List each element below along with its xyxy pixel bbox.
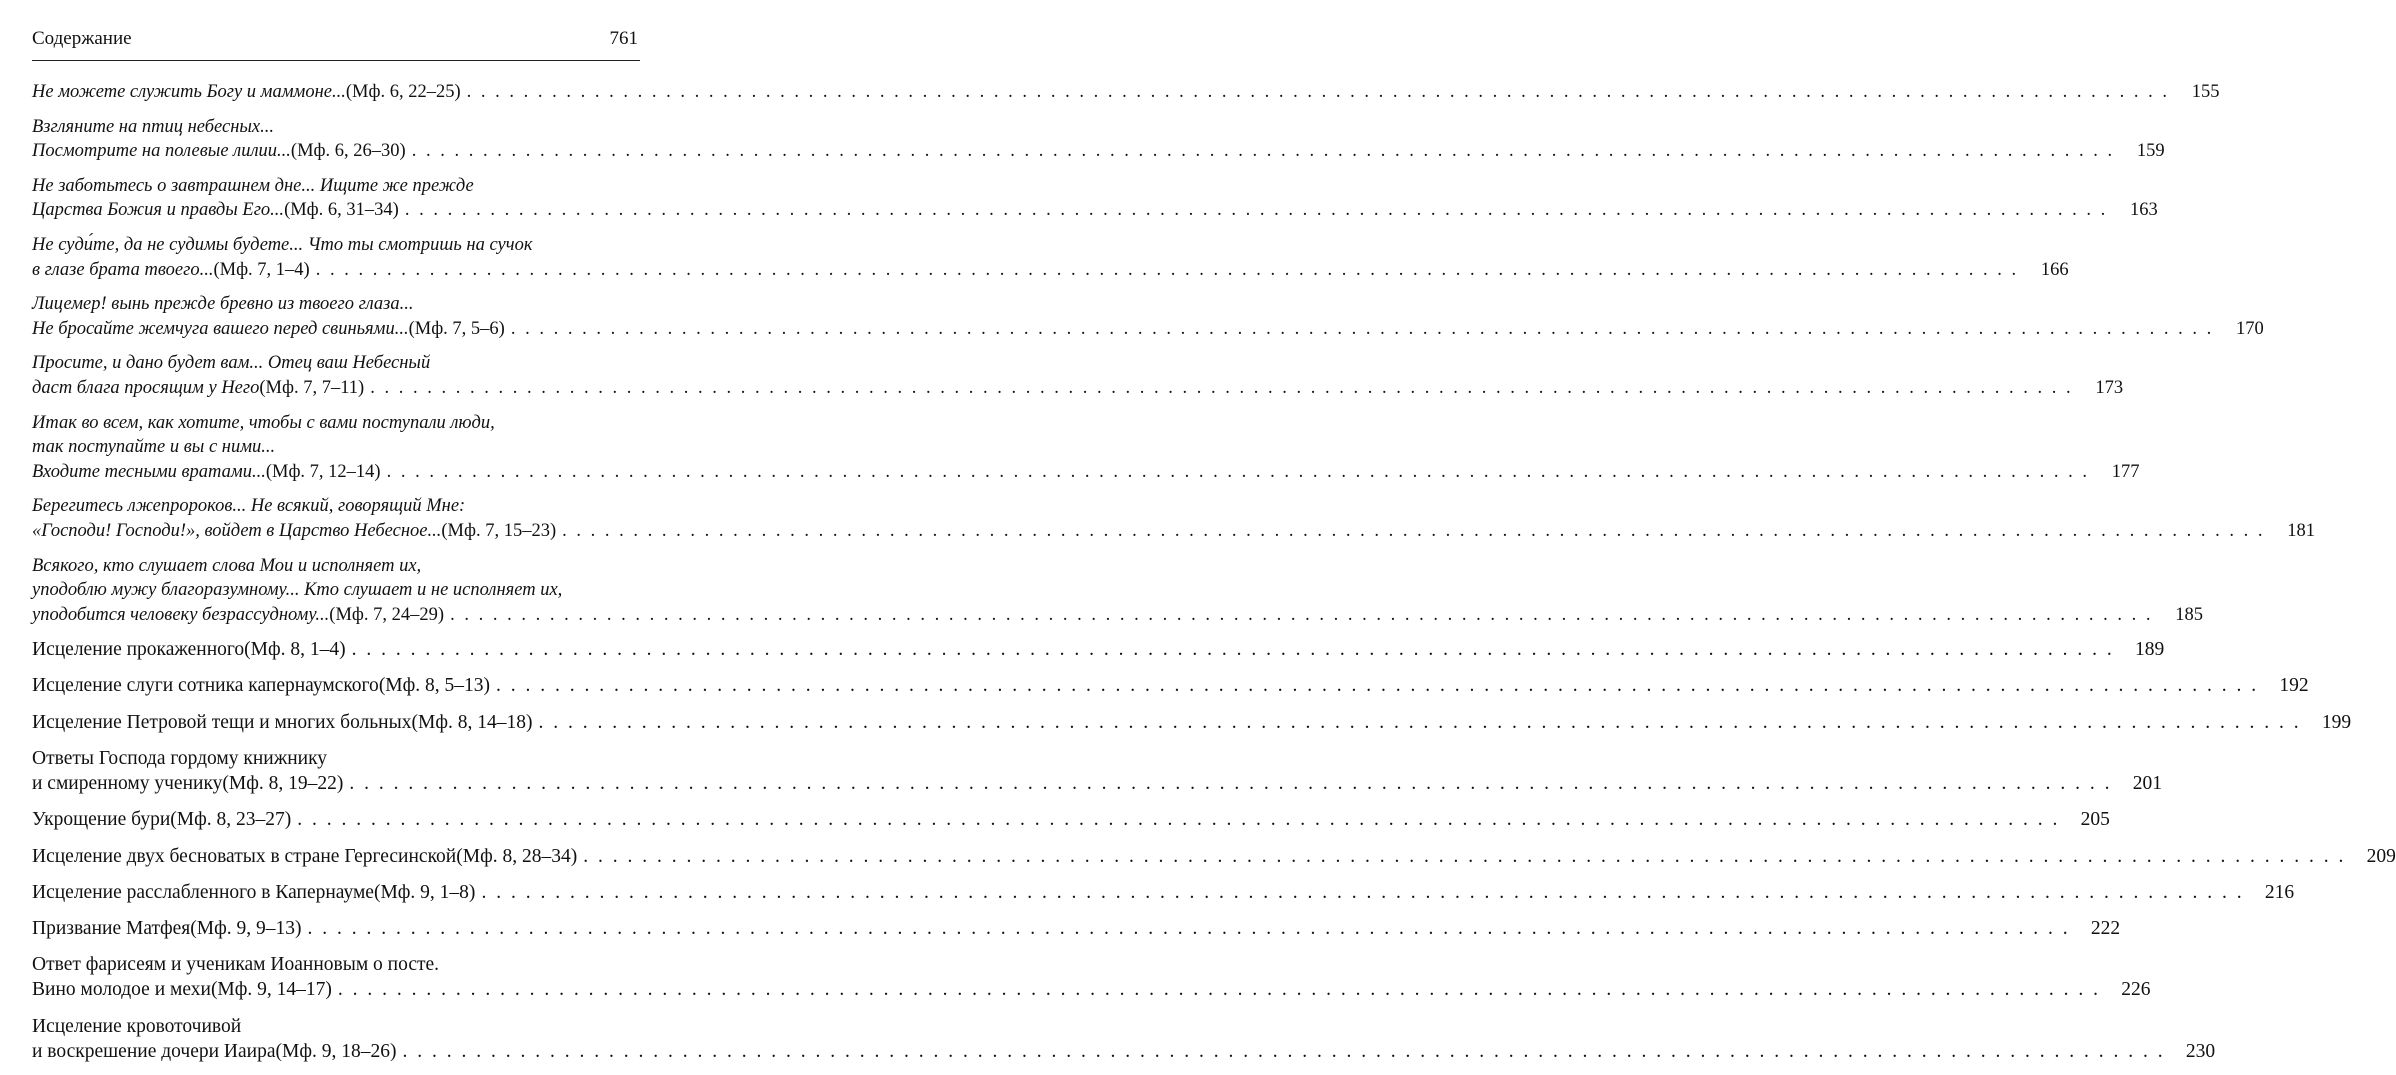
toc-entry[interactable] [32, 880, 2295, 905]
toc-entry-reference: (Мф. 7, 7–11) [259, 377, 365, 398]
toc-entry-line [32, 80, 2220, 105]
dot-leader: . . . . . . . . . . . . . . . . . . . . . . . . . . . . . . . . . . . . . . . . . . . . . . . . . . . . . . . . . . . . . . . . . . . . . . . . . . . . . . . . . . . . . . . . . . . . . . . . . . . . . . . . . . . . . . . . . . . . . . . . [386, 461, 2090, 482]
toc-entry-reference: (Мф. 6, 31–34) [284, 200, 399, 221]
dot-leader: . . . . . . . . . . . . . . . . . . . . . . . . . . . . . . . . . . . . . . . . . . . . . . . . . . . . . . . . . . . . . . . . . . . . . . . . . . . . . . . . . . . . . . . . . . . . . . . . . . . . . . . . . . . . . . . . . . . . . . . . [297, 809, 2060, 831]
dot-leader: . . . . . . . . . . . . . . . . . . . . . . . . . . . . . . . . . . . . . . . . . . . . . . . . . . . . . . . . . . . . . . . . . . . . . . . . . . . . . . . . . . . . . . . . . . . . . . . . . . . . . . . . . . . . . . . . . . . . . . . . [349, 773, 2112, 795]
toc-entry-title: Всякого, кто слушает слова Мои и исполняет их, [32, 555, 422, 576]
dot-leader: . . . . . . . . . . . . . . . . . . . . . . . . . . . . . . . . . . . . . . . . . . . . . . . . . . . . . . . . . . . . . . . . . . . . . . . . . . . . . . . . . . . . . . . . . . . . . . . . . . . . . . . . . . . . . . . . . . . . . . . . [404, 200, 2108, 221]
toc-entry[interactable] [32, 673, 2309, 698]
toc-entry[interactable] [32, 233, 2069, 282]
toc-entry-title: Входите тесными вратами... [32, 461, 266, 482]
toc-entry-reference: (Мф. 9, 1–8) [373, 881, 476, 903]
toc-entry-reference: (Мф. 6, 22–25) [345, 82, 461, 102]
toc-entry-reference: (Мф. 8, 1–4) [244, 639, 346, 661]
dot-leader: . . . . . . . . . . . . . . . . . . . . . . . . . . . . . . . . . . . . . . . . . . . . . . . . . . . . . . . . . . . . . . . . . . . . . . . . . . . . . . . . . . . . . . . . . . . . . . . . . . . . . . . . . . . . . . . . . . . . . . . . [496, 675, 2259, 697]
toc-entry-reference: (Мф. 8, 5–13) [378, 675, 491, 697]
dot-leader: . . . . . . . . . . . . . . . . . . . . . . . . . . . . . . . . . . . . . . . . . . . . . . . . . . . . . . . . . . . . . . . . . . . . . . . . . . . . . . . . . . . . . . . . . . . . . . . . . . . . . . . . . . . . . . . . . . . . . . . . [450, 604, 2153, 625]
toc-entry[interactable] [32, 1014, 2216, 1064]
toc-entry-title: Исцеление прокаженного [32, 639, 245, 661]
toc-entry-title: Исцеление кровоточивой [32, 1015, 242, 1037]
toc-entry-title: и смиренному ученику [32, 773, 223, 795]
toc-entry[interactable] [32, 115, 2165, 164]
toc-entry[interactable] [32, 952, 2151, 1002]
dot-leader: . . . . . . . . . . . . . . . . . . . . . . . . . . . . . . . . . . . . . . . . . . . . . . . . . . . . . . . . . . . . . . . . . . . . . . . . . . . . . . . . . . . . . . . . . . . . . . . . . . . . . . . . . . . . . . . . . . . . . . . . [351, 639, 2115, 661]
toc-entry-reference: (Мф. 8, 28–34) [456, 845, 578, 867]
toc-entry-title: Исцеление Петровой тещи и многих больных [32, 711, 412, 733]
toc-entry-reference: (Мф. 8, 23–27) [170, 809, 292, 831]
toc-entry-line [32, 411, 640, 436]
toc-entry-title: Не суди́те, да не судимы будете... Что ты смотришь на сучок [32, 234, 533, 255]
dot-leader: . . . . . . . . . . . . . . . . . . . . . . . . . . . . . . . . . . . . . . . . . . . . . . . . . . . . . . . . . . . . . . . . . . . . . . . . . . . . . . . . . . . . . . . . . . . . . . . . . . . . . . . . . . . . . . . . . . . . . . . . [307, 917, 2071, 939]
toc-entry[interactable] [32, 174, 2158, 223]
toc-entry-page-number: 159 [2136, 141, 2165, 162]
toc-entry-line [32, 376, 2124, 401]
toc-entry-title: Не заботьтесь о завтрашнем дне... Ищите же прежде [32, 175, 474, 196]
toc-entry-line [32, 554, 640, 579]
toc-entry-title: даст блага просящим у Него [32, 377, 260, 398]
toc-entry-page-number: 222 [2090, 917, 2121, 939]
dot-leader: . . . . . . . . . . . . . . . . . . . . . . . . . . . . . . . . . . . . . . . . . . . . . . . . . . . . . . . . . . . . . . . . . . . . . . . . . . . . . . . . . . . . . . . . . . . . . . . . . . . . . . . . . . . . . . . . . . . . . . . . [402, 1040, 2166, 1062]
toc-entry-title: Ответ фарисеям и ученикам Иоанновым о посте. [32, 954, 440, 976]
toc-entry-line [32, 174, 640, 199]
toc-entry-page-number: 170 [2235, 318, 2264, 339]
toc-entry[interactable] [32, 494, 2316, 543]
toc-entry-page-number: 201 [2132, 773, 2162, 795]
toc-entry-line [32, 115, 640, 140]
toc-entry-title: Лицемер! вынь прежде бревно из твоего глаза... [32, 294, 414, 315]
toc-entry[interactable] [32, 351, 2124, 400]
toc-entry-title: в глазе брата твоего... [32, 259, 214, 280]
toc-entry-title: Укрощение бури [32, 809, 171, 831]
toc-entry[interactable] [32, 637, 2165, 662]
toc-entry[interactable] [32, 710, 2352, 735]
toc-entry-title: так поступайте и вы с ними... [32, 437, 276, 458]
toc-entry-line [32, 139, 2165, 164]
toc-entry-line [32, 673, 2309, 698]
toc-entry-title: Исцеление слуги сотника капернаумского [32, 675, 379, 697]
toc-entry-line [32, 844, 2396, 869]
dot-leader: . . . . . . . . . . . . . . . . . . . . . . . . . . . . . . . . . . . . . . . . . . . . . . . . . . . . . . . . . . . . . . . . . . . . . . . . . . . . . . . . . . . . . . . . . . . . . . . . . . . . . . . . . . . . . . . . . . . . . . . . [370, 377, 2074, 398]
toc-entry[interactable] [32, 844, 2396, 869]
toc-entry-reference: (Мф. 9, 9–13) [190, 917, 302, 939]
toc-entry-page-number: 155 [2191, 82, 2220, 102]
toc-entry-page-number: 192 [2279, 675, 2309, 697]
toc-entry-page-number: 181 [2287, 520, 2316, 541]
toc-entry-page-number: 189 [2134, 639, 2165, 661]
toc-entry-line [32, 578, 640, 603]
toc-entry-title: Взгляните на птиц небесных... [32, 116, 274, 137]
toc-entry-line [32, 746, 640, 771]
toc-entry[interactable] [32, 80, 2220, 105]
toc-entry-title: Исцеление расслабленного в Капернауме [32, 881, 374, 903]
running-header [32, 28, 640, 61]
toc-entry-line [32, 494, 640, 519]
toc-entry-line [32, 435, 640, 460]
dot-leader: . . . . . . . . . . . . . . . . . . . . . . . . . . . . . . . . . . . . . . . . . . . . . . . . . . . . . . . . . . . . . . . . . . . . . . . . . . . . . . . . . . . . . . . . . . . . . . . . . . . . . . . . . . . . . . . . . . . . . . . . [337, 979, 2101, 1001]
dot-leader: . . . . . . . . . . . . . . . . . . . . . . . . . . . . . . . . . . . . . . . . . . . . . . . . . . . . . . . . . . . . . . . . . . . . . . . . . . . . . . . . . . . . . . . . . . . . . . . . . . . . . . . . . . . . . . . . . . . . . . . . [562, 520, 2266, 541]
toc-entry-line [32, 603, 2203, 628]
toc-entry-title: Берегитесь лжепророков... Не всякий, говорящий Мне: [32, 496, 466, 517]
toc-entry-line [32, 637, 2165, 662]
toc-entry[interactable] [32, 411, 2140, 485]
toc-entry-line [32, 519, 2316, 544]
toc-entry-reference: (Мф. 7, 5–6) [408, 318, 505, 339]
toc-entry-page-number: 205 [2080, 809, 2110, 831]
dot-leader: . . . . . . . . . . . . . . . . . . . . . . . . . . . . . . . . . . . . . . . . . . . . . . . . . . . . . . . . . . . . . . . . . . . . . . . . . . . . . . . . . . . . . . . . . . . . . . . . . . . . . . . . . . . . . . . . . . . . . . . . [411, 141, 2115, 162]
table-of-contents [32, 80, 2396, 1075]
toc-entry-line [32, 977, 2151, 1002]
toc-entry-page-number: 185 [2175, 604, 2203, 625]
toc-entry[interactable] [32, 916, 2121, 941]
toc-entry-title: Не бросайте жемчуга вашего перед свиньями... [32, 318, 409, 339]
toc-entry-title: Итак во всем, как хотите, чтобы с вами поступали люди, [32, 412, 495, 433]
toc-entry-page-number: 166 [2040, 259, 2069, 280]
toc-entry-page-number: 226 [2121, 979, 2151, 1001]
toc-entry-reference: (Мф. 9, 14–17) [210, 979, 332, 1001]
toc-entry-page-number: 216 [2264, 881, 2295, 903]
toc-entry-reference: (Мф. 9, 18–26) [275, 1040, 397, 1062]
toc-entry-reference: (Мф. 8, 14–18) [411, 711, 533, 733]
toc-entry-reference: (Мф. 7, 12–14) [265, 461, 381, 482]
toc-entry-reference: (Мф. 7, 24–29) [329, 604, 445, 625]
toc-entry-title: Призвание Матфея [32, 917, 191, 939]
toc-entry-title: уподобится человеку безрассудному... [32, 604, 330, 625]
toc-entry-reference: (Мф. 6, 26–30) [290, 141, 406, 162]
dot-leader: . . . . . . . . . . . . . . . . . . . . . . . . . . . . . . . . . . . . . . . . . . . . . . . . . . . . . . . . . . . . . . . . . . . . . . . . . . . . . . . . . . . . . . . . . . . . . . . . . . . . . . . . . . . . . . . . . . . . . . . . [466, 82, 2170, 102]
toc-entry-title: Просите, и дано будет вам... Отец ваш Небесный [32, 353, 431, 374]
dot-leader: . . . . . . . . . . . . . . . . . . . . . . . . . . . . . . . . . . . . . . . . . . . . . . . . . . . . . . . . . . . . . . . . . . . . . . . . . . . . . . . . . . . . . . . . . . . . . . . . . . . . . . . . . . . . . . . . . . . . . . . . [510, 318, 2214, 339]
toc-entry[interactable] [32, 554, 2203, 628]
toc-entry-line [32, 952, 640, 977]
toc-entry-reference: (Мф. 8, 19–22) [222, 773, 344, 795]
toc-entry-line [32, 771, 2162, 796]
header-title: Содержание [32, 28, 132, 49]
toc-entry-line [32, 880, 2295, 905]
toc-entry-page-number: 177 [2111, 461, 2140, 482]
toc-entry-line [32, 460, 2140, 485]
toc-entry[interactable] [32, 807, 2110, 832]
toc-entry-page-number: 230 [2185, 1040, 2216, 1062]
toc-entry-line [32, 1039, 2216, 1064]
toc-entry-line [32, 710, 2352, 735]
dot-leader: . . . . . . . . . . . . . . . . . . . . . . . . . . . . . . . . . . . . . . . . . . . . . . . . . . . . . . . . . . . . . . . . . . . . . . . . . . . . . . . . . . . . . . . . . . . . . . . . . . . . . . . . . . . . . . . . . . . . . . . . [538, 711, 2302, 733]
toc-entry-title: Ответы Господа гордому книжнику [32, 747, 328, 769]
toc-entry-title: и воскрешение дочери Иаира [32, 1040, 276, 1062]
toc-entry-title: Исцеление двух бесноватых в стране Гергесинской [32, 845, 457, 867]
toc-entry-line [32, 258, 2069, 283]
dot-leader: . . . . . . . . . . . . . . . . . . . . . . . . . . . . . . . . . . . . . . . . . . . . . . . . . . . . . . . . . . . . . . . . . . . . . . . . . . . . . . . . . . . . . . . . . . . . . . . . . . . . . . . . . . . . . . . . . . . . . . . . [481, 881, 2245, 903]
dot-leader: . . . . . . . . . . . . . . . . . . . . . . . . . . . . . . . . . . . . . . . . . . . . . . . . . . . . . . . . . . . . . . . . . . . . . . . . . . . . . . . . . . . . . . . . . . . . . . . . . . . . . . . . . . . . . . . . . . . . . . . . [583, 845, 2346, 867]
toc-entry-title: Не можете служить Богу и маммоне... [32, 82, 346, 102]
toc-entry-title: Вино молодое и мехи [32, 979, 211, 1001]
toc-entry-page-number: 209 [2366, 845, 2396, 867]
toc-entry-line [32, 807, 2110, 832]
toc-entry-reference: (Мф. 7, 15–23) [441, 520, 557, 541]
dot-leader: . . . . . . . . . . . . . . . . . . . . . . . . . . . . . . . . . . . . . . . . . . . . . . . . . . . . . . . . . . . . . . . . . . . . . . . . . . . . . . . . . . . . . . . . . . . . . . . . . . . . . . . . . . . . . . . . . . . . . . . . [315, 259, 2019, 280]
toc-entry-line [32, 292, 640, 317]
toc-entry-page-number: 173 [2095, 377, 2124, 398]
toc-entry[interactable] [32, 746, 2162, 796]
toc-entry-line [32, 317, 2264, 342]
toc-entry[interactable] [32, 292, 2264, 341]
toc-entry-page-number: 163 [2129, 200, 2158, 221]
toc-entry-title: «Господи! Господи!», войдет в Царство Небесное... [32, 520, 442, 541]
header-page-number: 761 [609, 28, 638, 49]
toc-entry-line [32, 351, 640, 376]
toc-entry-page-number: 199 [2321, 711, 2352, 733]
toc-entry-title: Посмотрите на полевые лилии... [32, 141, 291, 162]
toc-entry-line [32, 233, 640, 258]
toc-entry-line [32, 198, 2158, 223]
toc-entry-reference: (Мф. 7, 1–4) [213, 259, 310, 280]
toc-entry-line [32, 1014, 640, 1039]
toc-entry-title: уподоблю мужу благоразумному... Кто слушает и не исполняет их, [32, 580, 563, 601]
toc-entry-line [32, 916, 2121, 941]
toc-entry-title: Царства Божия и правды Его... [32, 200, 285, 221]
